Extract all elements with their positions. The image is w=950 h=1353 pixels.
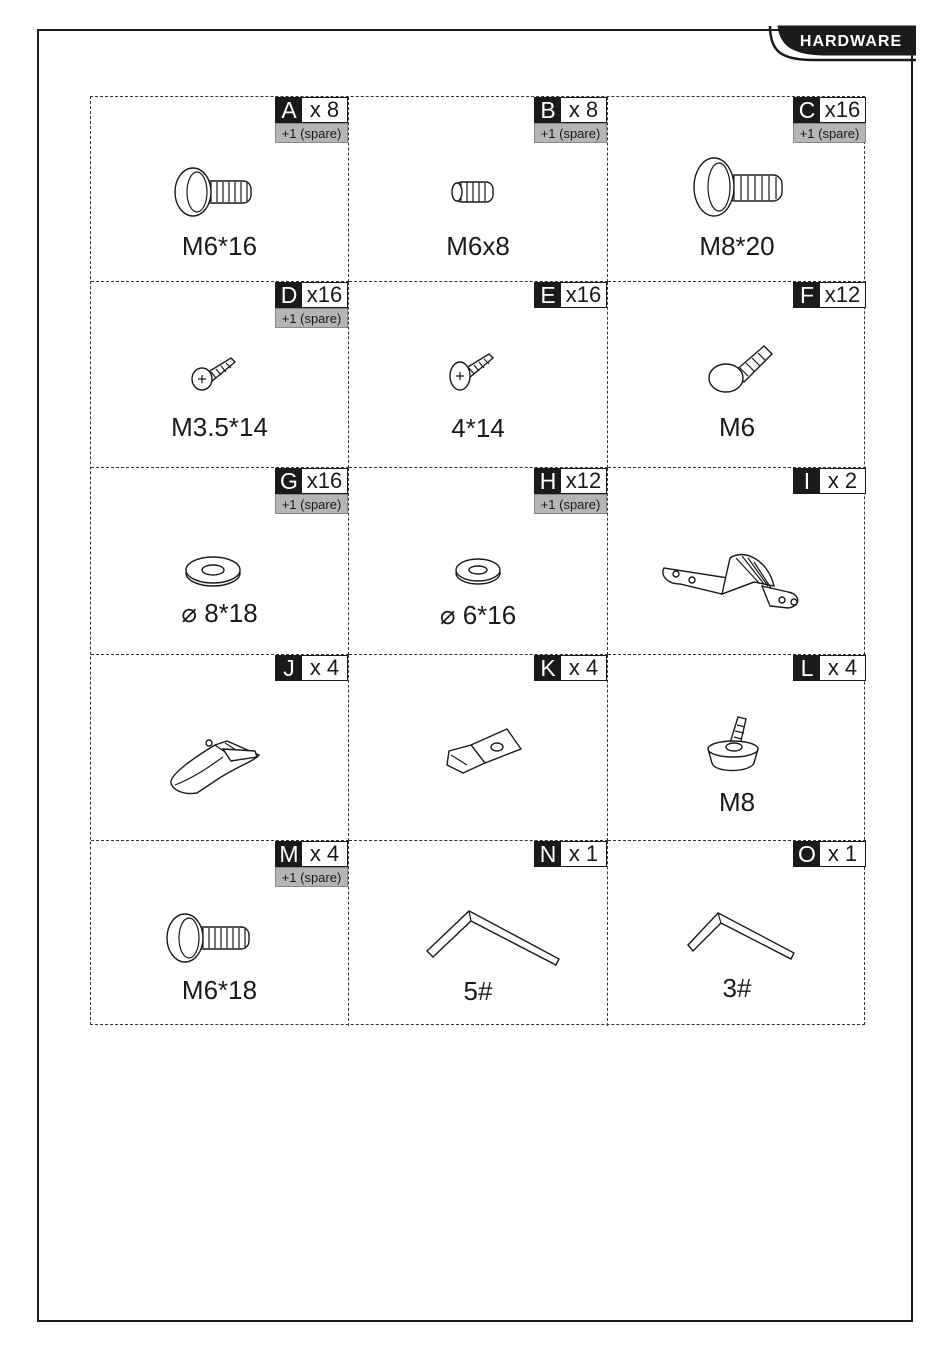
part-cell-a [91,97,349,282]
part-badge [793,282,866,308]
spare-note: +1 (spare) [534,123,607,143]
hardware-tab-label: HARDWARE [799,33,903,50]
part-cell-d [91,282,349,468]
part-badge [793,97,866,123]
bolt-icon [163,911,255,967]
part-letter: O [794,842,820,866]
part-badge [534,282,607,308]
part-quantity: x16 [306,468,343,493]
part-letter: C [794,98,820,122]
part-size: ⌀ 6*16 [439,600,517,630]
part-letter: E [535,283,561,307]
part-badge [275,282,348,308]
part-badge [793,655,866,681]
part-quantity: x 2 [827,468,858,493]
part-letter: G [276,469,302,493]
clip-icon [441,725,525,781]
wood-screw-icon [189,352,241,392]
part-quantity: x 4 [827,655,858,680]
bolt-icon [171,165,261,221]
allen-key-icon [684,909,796,963]
part-size: 4*14 [451,413,505,443]
part-cell-b [349,97,608,282]
part-quantity: x 1 [568,841,599,866]
insert-nut-icon [449,177,497,207]
part-letter: H [535,469,561,493]
part-letter: A [276,98,302,122]
part-size: M6*18 [181,975,258,1005]
part-quantity: x16 [824,97,861,122]
part-badge [534,468,607,494]
part-size: M6x8 [446,231,510,261]
part-quantity: x 4 [568,655,599,680]
part-letter: I [794,469,820,493]
part-cell-e [349,282,608,468]
part-quantity: x16 [565,282,602,307]
part-badge [793,841,866,867]
part-cell-m [91,841,349,1026]
part-quantity: x16 [306,282,343,307]
part-cell-h [349,468,608,655]
part-badge [534,655,607,681]
part-size: M8*20 [699,231,775,261]
spare-note: +1 (spare) [275,308,348,328]
part-size: M6 [718,412,756,442]
latch-icon [165,737,265,797]
mushroom-screw-icon [706,342,776,398]
allen-key-icon [423,907,561,973]
part-quantity: x 8 [309,97,340,122]
spare-note: +1 (spare) [275,867,348,887]
part-cell-l [608,655,866,841]
part-cell-k [349,655,608,841]
leveler-foot-icon [704,713,764,777]
part-letter: N [535,842,561,866]
part-badge [534,97,607,123]
hardware-grid [90,96,865,1025]
part-quantity: x 4 [309,841,340,866]
bolt-icon [690,155,786,219]
part-letter: K [535,656,561,680]
part-badge [793,468,866,494]
part-quantity: x12 [565,468,602,493]
part-cell-i [608,468,866,655]
part-size: M3.5*14 [171,412,268,442]
spare-note: +1 (spare) [534,494,607,514]
part-badge [275,841,348,867]
part-badge [275,468,348,494]
spare-note: +1 (spare) [793,123,866,143]
part-letter: J [276,656,302,680]
washer-icon [183,554,243,588]
part-quantity: x 4 [309,655,340,680]
part-letter: L [794,656,820,680]
part-letter: M [276,842,302,866]
part-cell-f [608,282,866,468]
part-badge [275,655,348,681]
part-letter: F [794,283,820,307]
part-cell-j [91,655,349,841]
part-letter: B [535,98,561,122]
part-size: 5# [463,976,493,1006]
part-quantity: x12 [824,282,861,307]
part-badge [275,97,348,123]
part-size: 3# [722,973,752,1003]
spare-note: +1 (spare) [275,123,348,143]
part-cell-o [608,841,866,1026]
part-size: M6*16 [181,231,258,261]
hinge-icon [658,546,808,612]
part-quantity: x 1 [827,841,858,866]
washer-icon [453,556,503,586]
wood-screw-icon [447,348,499,392]
spare-note: +1 (spare) [275,494,348,514]
part-size: ⌀ 8*18 [181,598,258,628]
part-size: M8 [718,787,756,817]
part-cell-n [349,841,608,1026]
part-cell-c [608,97,866,282]
part-badge [534,841,607,867]
part-quantity: x 8 [568,97,599,122]
part-cell-g [91,468,349,655]
part-letter: D [276,283,302,307]
